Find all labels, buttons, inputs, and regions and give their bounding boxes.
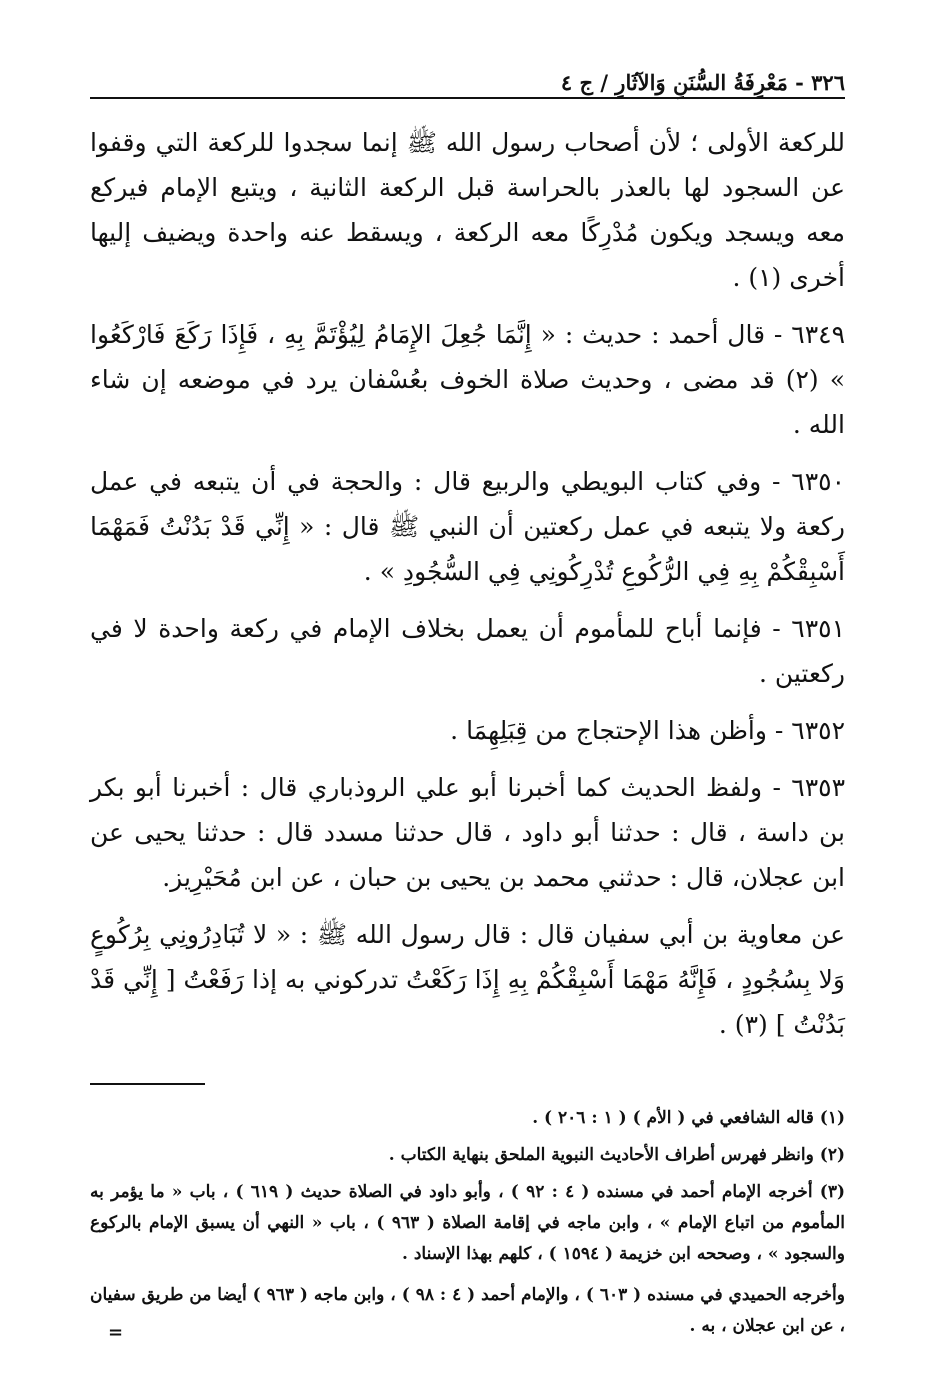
paragraph-continuation: للركعة الأولى ؛ لأن أصحاب رسول الله ﷺ إنما سجدوا للركعة التي وقفوا عن السجود لها بالعذر بالحراسة قبل الركعة الثانية ، ويتبع الإمام فيركع معه ويسجد ويكون مُدْرِكًا معه الركعة ، ويسقط عنه واحدة ويضيف إليها أخرى (١) .	[90, 128, 845, 292]
paragraph-hadith-text: عن معاوية بن أبي سفيان قال : قال رسول الله ﷺ : « لا تُبَادِرُونِي بِرُكُوعٍ وَلا بِسُجُودٍ ، فَإِنَّهُ مَهْمَا أَسْبِقْكُمْ بِهِ إِذَا رَكَعْتُ تدركوني به إذا رَفَعْتُ [ إِنِّي قَدْ بَدُنْتُ ] (٣) .	[90, 920, 845, 1039]
running-title: ٣٢٦ - مَعْرِفَةُ السُّنَنِ وَالآثَارِ / ج ٤	[553, 70, 845, 95]
footnote-3-continued: وأخرجه الحميدي في مسنده ( ٦٠٣ ) ، والإمام أحمد ( ٤ : ٩٨ ) ، وابن ماجه ( ٩٦٣ ) أيضا من طريق سفيان ، عن ابن عجلان ، به .	[90, 1285, 845, 1336]
header-rule	[90, 97, 845, 99]
paragraph-6352: ٦٣٥٢ - وأظن هذا الإحتجاج من قِبَلِهِمَا .	[450, 716, 845, 745]
footnotes	[90, 1103, 845, 1348]
running-header	[90, 60, 845, 104]
paragraph-6353: ٦٣٥٣ - ولفظ الحديث كما أخبرنا أبو علي الروذباري قال : أخبرنا أبو بكر بن داسة ، قال : حدثنا أبو داود ، قال حدثنا مسدد قال : حدثنا يحيى عن ابن عجلان، قال : حدثني محمد بن يحيى بن حبان ، عن ابن مُحَيْرِيز.	[90, 773, 845, 892]
book-page	[90, 60, 845, 1343]
paragraph-6349: ٦٣٤٩ - قال أحمد : حديث : « إِنَّمَا جُعِلَ الإِمَامُ لِيُؤْتَمَّ بِهِ ، فَإِذَا رَكَعَ فَارْكَعُوا » (٢) قد مضى ، وحديث صلاة الخوف بعُسْفان يرد في موضعه إن شاء الله .	[90, 320, 845, 439]
paragraph-6351: ٦٣٥١ - فإنما أباح للمأموم أن يعمل بخلاف الإمام في ركعة واحدة لا في ركعتين .	[90, 614, 845, 688]
main-text	[90, 120, 845, 1047]
footnote-3: (٣) أخرجه الإمام أحمد في مسنده ( ٤ : ٩٢ ) ، وأبو داود في الصلاة حديث ( ٦١٩ ) ، باب « ما يؤمر به المأموم من اتباع الإمام » ، وابن ماجه في إقامة الصلاة ( ٩٦٣ ) ، باب « النهي أن يسبق الإمام بالركوع والسجود » ، وصححه ابن خزيمة ( ١٥٩٤ ) ، كلهم بهذا الإسناد .	[90, 1182, 845, 1264]
footnote-rule	[90, 1083, 205, 1085]
paragraph-6350: ٦٣٥٠ - وفي كتاب البويطي والربيع قال : والحجة في أن يتبعه في عمل ركعة ولا يتبعه في عمل ركعتين أن النبي ﷺ قال : « إِنِّي قَدْ بَدُنْتُ فَمَهْمَا أَسْبِقْكُمْ بِهِ فِي الرُّكُوعِ تُدْرِكُونِي فِي السُّجُودِ » .	[90, 467, 845, 586]
footnote-2: (٢) وانظر فهرس أطراف الأحاديث النبوية الملحق بنهاية الكتاب .	[388, 1145, 845, 1165]
continuation-mark: =	[108, 1322, 124, 1343]
footnote-1: (١) قاله الشافعي في ( الأم ) ( ١ : ٢٠٦ ) .	[532, 1108, 845, 1128]
